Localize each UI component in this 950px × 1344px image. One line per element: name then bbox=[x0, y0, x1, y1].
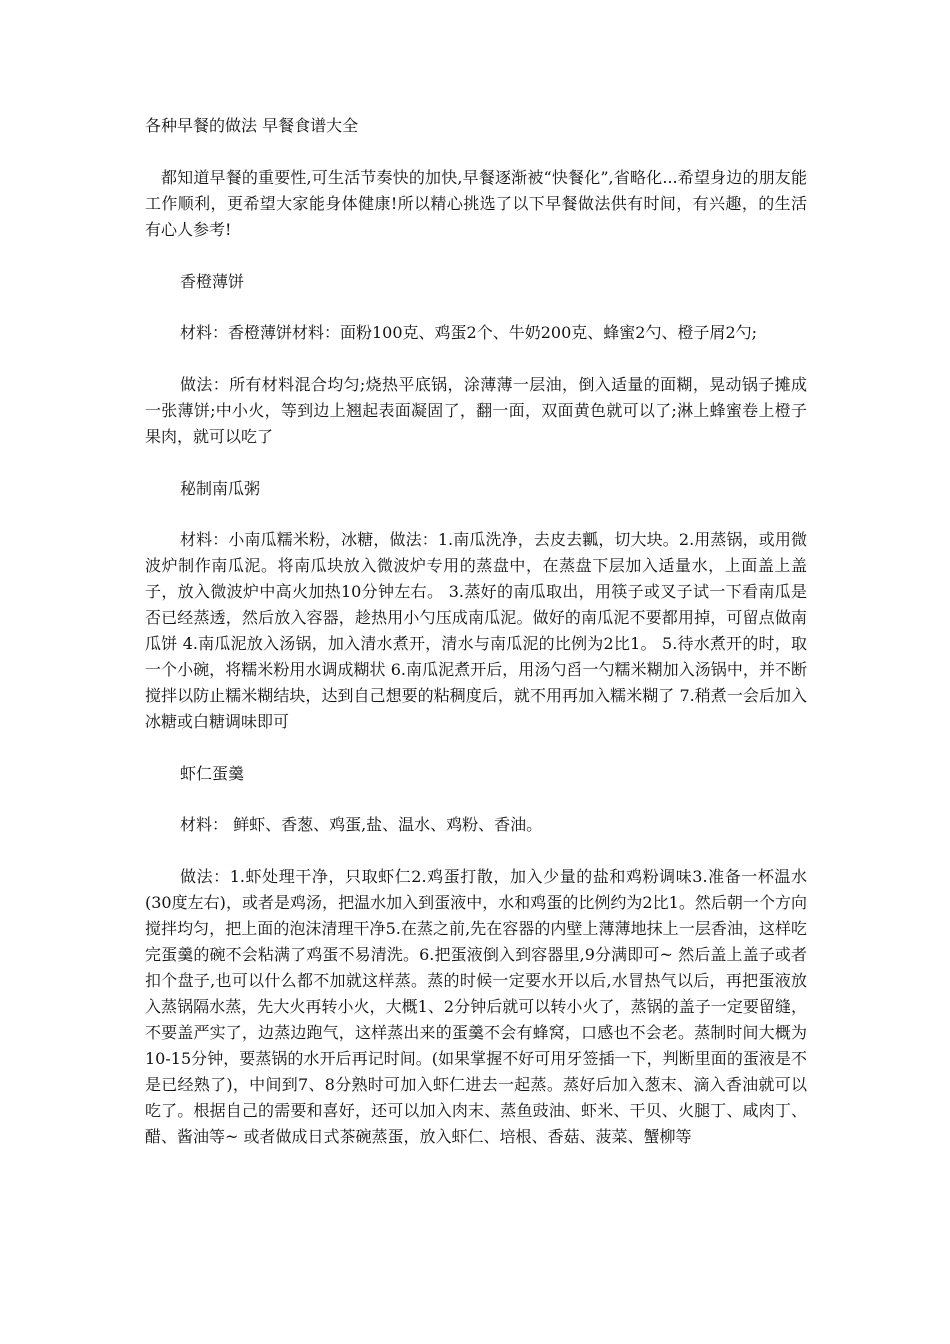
intro-paragraph: 都知道早餐的重要性,可生活节奏快的加快,早餐逐渐被“快餐化”,省略化...希望身边的朋友能工作顺利，更希望大家能身体健康!所以精心挑选了以下早餐做法供有时间，有兴趣，的生活有心人参考! bbox=[145, 168, 807, 239]
recipe-title-shrimp-egg-custard: 虾仁蛋羹 bbox=[180, 764, 245, 783]
recipe-method-orange-crepe: 做法：所有材料混合均匀;烧热平底锅，涂薄薄一层油，倒入适量的面糊，晃动锅子摊成一张薄饼;中小火，等到边上翘起表面凝固了，翻一面，双面黄色就可以了;淋上蜂蜜卷上橙子果肉，就可以吃了 bbox=[145, 375, 807, 446]
document-title: 各种早餐的做法 早餐食谱大全 bbox=[145, 116, 359, 135]
recipe-title-orange-crepe: 香橙薄饼 bbox=[180, 272, 245, 291]
document-body bbox=[145, 113, 807, 1176]
recipe-title-pumpkin-porridge: 秘制南瓜粥 bbox=[180, 479, 261, 498]
recipe-materials-orange-crepe: 材料：香橙薄饼材料：面粉100克、鸡蛋2个、牛奶200克、蜂蜜2勺、橙子屑2勺; bbox=[180, 323, 758, 342]
recipe-materials-pumpkin-porridge: 材料：小南瓜糯米粉，冰糖，做法：1.南瓜洗净，去皮去瓤，切大块。2.用蒸锅，或用微波炉制作南瓜泥。将南瓜块放入微波炉专用的蒸盘中，在蒸盘下层加入适量水，上面盖上盖子，放入微波炉中高火加热10分钟左右。 3.蒸好的南瓜取出，用筷子或叉子试一下看南瓜是否已经蒸透，然后放入容器，趁热用小勺压成南瓜泥。做好的南瓜泥不要都用掉，可留点做南瓜饼 4.南瓜泥放入汤锅，加入清水煮开，清水与南瓜泥的比例为2比1。 5.待水煮开的时，取一个小碗，将糯米粉用水调成糊状 6.南瓜泥煮开后，用汤勺舀一勺糯米糊加入汤锅中，并不断搅拌以防止糯米糊结块，达到自己想要的粘稠度后，就不用再加入糯米糊了 7.稍煮一会后加入冰糖或白糖调味即可 bbox=[145, 530, 807, 731]
recipe-method-shrimp-egg-custard: 做法：1.虾处理干净，只取虾仁2.鸡蛋打散，加入少量的盐和鸡粉调味3.准备一杯温水(30度左右)，或者是鸡汤，把温水加入到蛋液中，水和鸡蛋的比例约为2比1。然后朝一个方向搅拌均匀，把上面的泡沫清理干净5.在蒸之前,先在容器的内壁上薄薄地抹上一层香油，这样吃完蛋羹的碗不会粘满了鸡蛋不易清洗。6.把蛋液倒入到容器里,9分满即可~ 然后盖上盖子或者扣个盘子,也可以什么都不加就这样蒸。蒸的时候一定要水开以后,水冒热气以后，再把蛋液放入蒸锅隔水蒸，先大火再转小火，大概1、2分钟后就可以转小火了，蒸锅的盖子一定要留缝，不要盖严实了，边蒸边跑气，这样蒸出来的蛋羹不会有蜂窝，口感也不会老。蒸制时间大概为10-15分钟，要蒸锅的水开后再记时间。(如果掌握不好可用牙签插一下，判断里面的蛋液是不是已经熟了)，中间到7、8分熟时可加入虾仁进去一起蒸。蒸好后加入葱末、滴入香油就可以吃了。根据自己的需要和喜好，还可以加入肉末、蒸鱼豉油、虾米、干贝、火腿丁、咸肉丁、醋、酱油等~ 或者做成日式茶碗蒸蛋，放入虾仁、培根、香菇、菠菜、蟹柳等 bbox=[145, 867, 807, 1146]
recipe-materials-shrimp-egg-custard: 材料： 鲜虾、香葱、鸡蛋,盐、温水、鸡粉、香油。 bbox=[180, 815, 543, 834]
